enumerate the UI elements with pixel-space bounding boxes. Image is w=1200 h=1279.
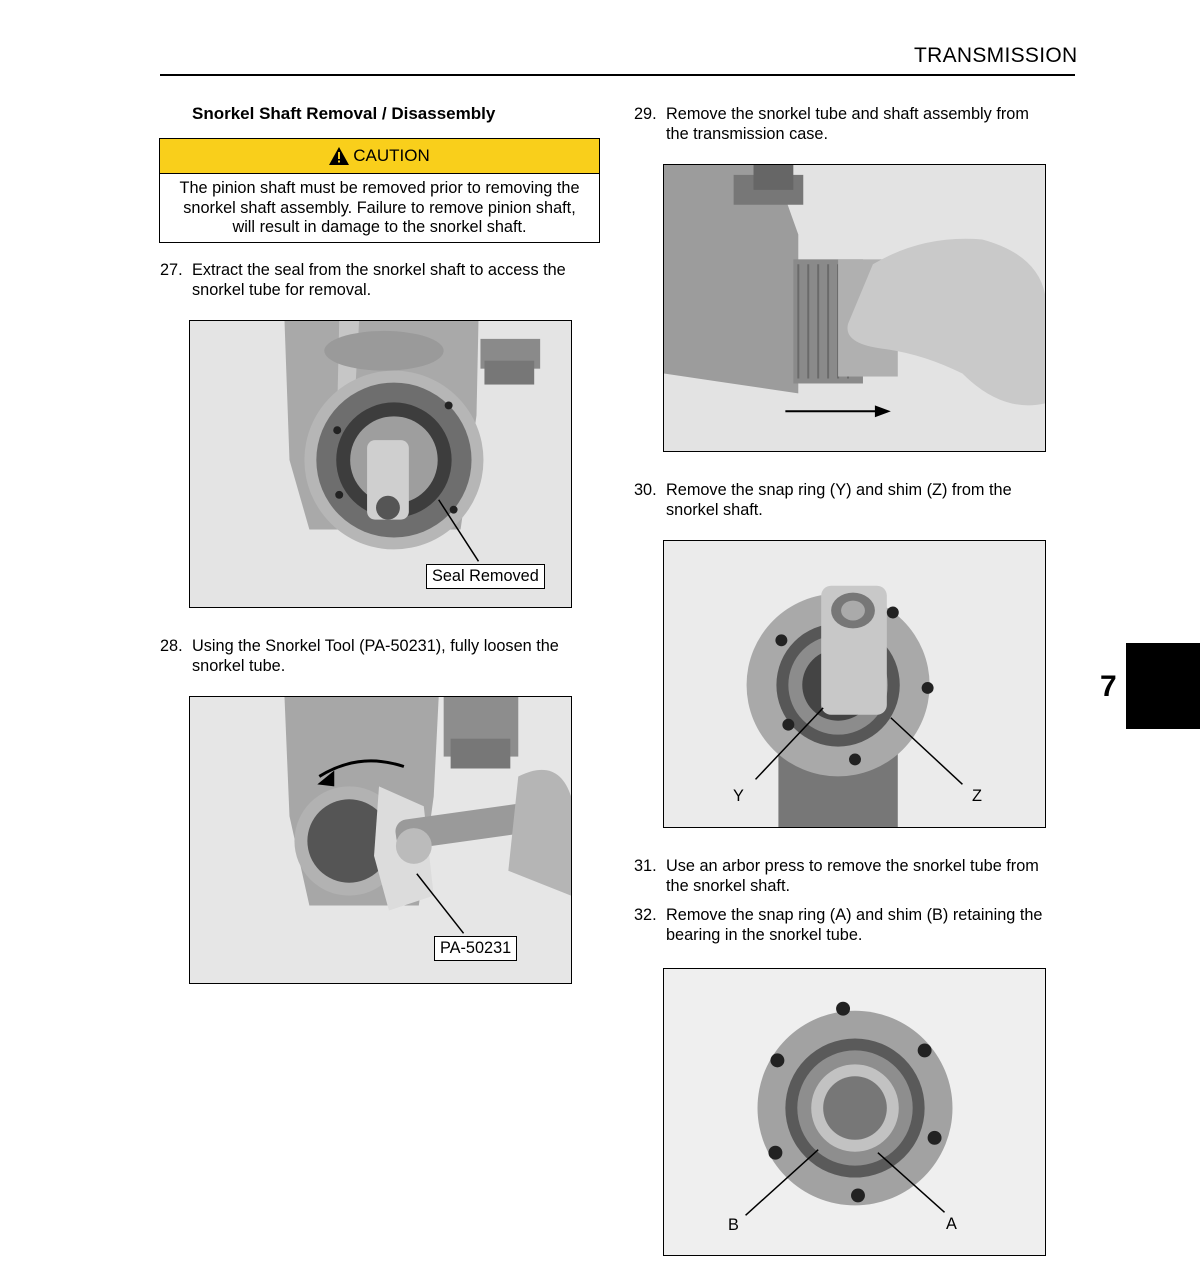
- step-text-line: Use an arbor press to remove the snorkel tube from: [666, 857, 1039, 875]
- photo-tube-removal: [663, 164, 1046, 452]
- step-text-line: snorkel tube.: [192, 656, 286, 675]
- caution-line: The pinion shaft must be removed prior to removing the: [179, 179, 580, 197]
- photo-bearing-image: [664, 969, 1045, 1255]
- caution-line: will result in damage to the snorkel shaft.: [232, 218, 527, 236]
- chapter-tab: [1126, 643, 1200, 729]
- label-z: Z: [972, 787, 982, 805]
- step-number: 27.: [160, 261, 183, 279]
- step-28: [160, 637, 601, 677]
- step-number: 29.: [634, 105, 657, 123]
- step-text-line: the snorkel shaft.: [666, 876, 790, 895]
- caution-header: [160, 139, 599, 174]
- step-text-line: snorkel tube for removal.: [192, 280, 372, 299]
- caution-text: [160, 174, 599, 238]
- photo-tube-image: [664, 165, 1045, 451]
- step-30: [634, 481, 1075, 521]
- step-text-line: snorkel shaft.: [666, 500, 763, 519]
- section-title: Snorkel Shaft Removal / Disassembly: [192, 104, 496, 123]
- label-y: Y: [733, 787, 744, 805]
- photo-bearing: [663, 968, 1046, 1256]
- caution-label: CAUTION: [353, 146, 430, 165]
- section-header-title: TRANSMISSION: [914, 44, 1078, 67]
- callout-tool-part-number: PA-50231: [434, 936, 517, 961]
- step-32: [634, 906, 1075, 946]
- step-27: [160, 261, 601, 301]
- photo-snap-ring-image: [664, 541, 1045, 827]
- step-number: 30.: [634, 481, 657, 499]
- step-29: [634, 105, 1075, 145]
- step-text-line: Remove the snap ring (A) and shim (B) retaining the: [666, 906, 1043, 924]
- chapter-tab-number: 7: [1100, 670, 1117, 703]
- label-b: B: [728, 1216, 739, 1234]
- label-a: A: [946, 1215, 957, 1233]
- step-text-line: the transmission case.: [666, 124, 828, 143]
- step-text-line: Remove the snorkel tube and shaft assembly from: [666, 105, 1029, 123]
- warning-triangle-icon: [329, 147, 349, 165]
- step-text-line: Extract the seal from the snorkel shaft to access the: [192, 261, 566, 279]
- step-31: [634, 857, 1075, 897]
- step-number: 32.: [634, 906, 657, 924]
- callout-seal-removed: Seal Removed: [426, 564, 545, 589]
- caution-box: [159, 138, 600, 243]
- step-number: 28.: [160, 637, 183, 655]
- caution-line: snorkel shaft assembly. Failure to remove pinion shaft,: [183, 198, 576, 217]
- step-number: 31.: [634, 857, 657, 875]
- step-text-line: Remove the snap ring (Y) and shim (Z) from the: [666, 481, 1012, 499]
- step-text-line: bearing in the snorkel tube.: [666, 925, 863, 944]
- step-text-line: Using the Snorkel Tool (PA-50231), fully loosen the: [192, 637, 559, 655]
- photo-snap-ring: [663, 540, 1046, 828]
- header-rule: [160, 74, 1075, 76]
